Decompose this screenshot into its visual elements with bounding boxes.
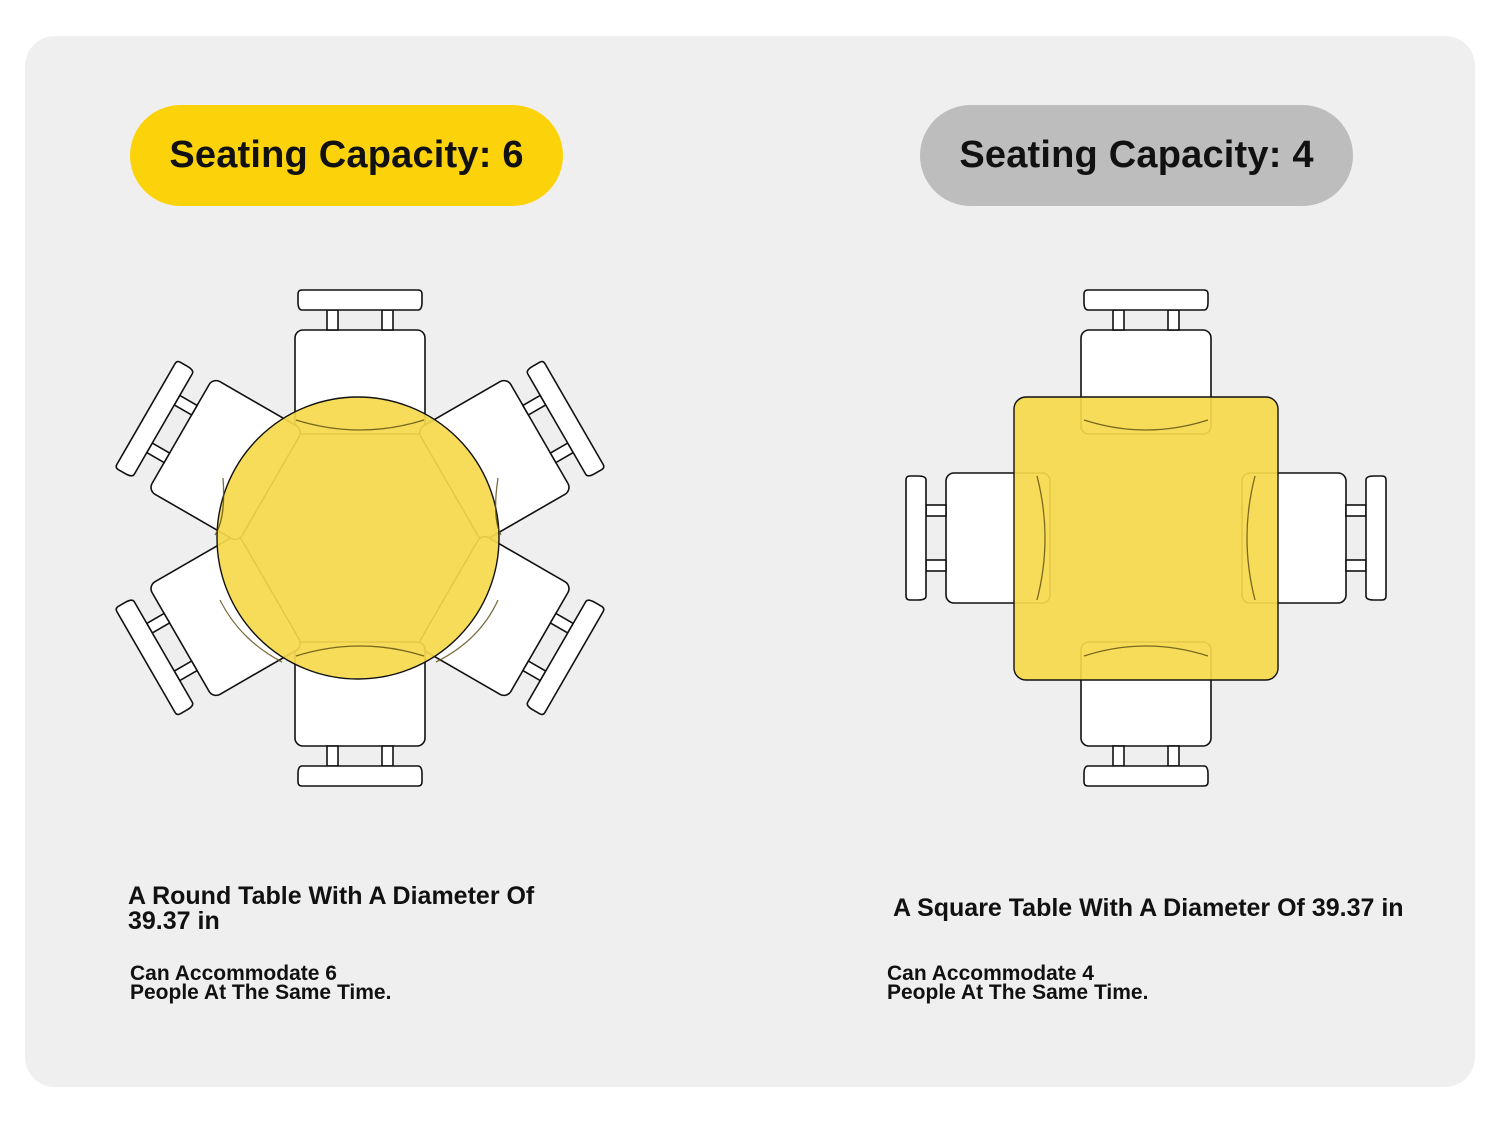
square-table-diagram — [890, 270, 1410, 810]
seating-capacity-badge-round — [130, 105, 563, 206]
square-table-title: A Square Table With A Diameter Of 39.37 in — [893, 894, 1404, 922]
square-table-icon — [1014, 397, 1278, 680]
round-table-description: Can Accommodate 6 People At The Same Time. — [130, 962, 392, 1004]
round-table-icon — [217, 397, 499, 679]
round-table-title: A Round Table With A Diameter Of 39.37 in — [128, 882, 535, 935]
seating-capacity-badge-square — [920, 105, 1353, 206]
square-table-description: Can Accommodate 4 People At The Same Time. — [887, 962, 1149, 1004]
seating-capacity-label-round: Seating Capacity: 6 — [169, 134, 524, 176]
round-table-diagram — [100, 270, 620, 810]
seating-capacity-label-square: Seating Capacity: 4 — [959, 134, 1314, 176]
